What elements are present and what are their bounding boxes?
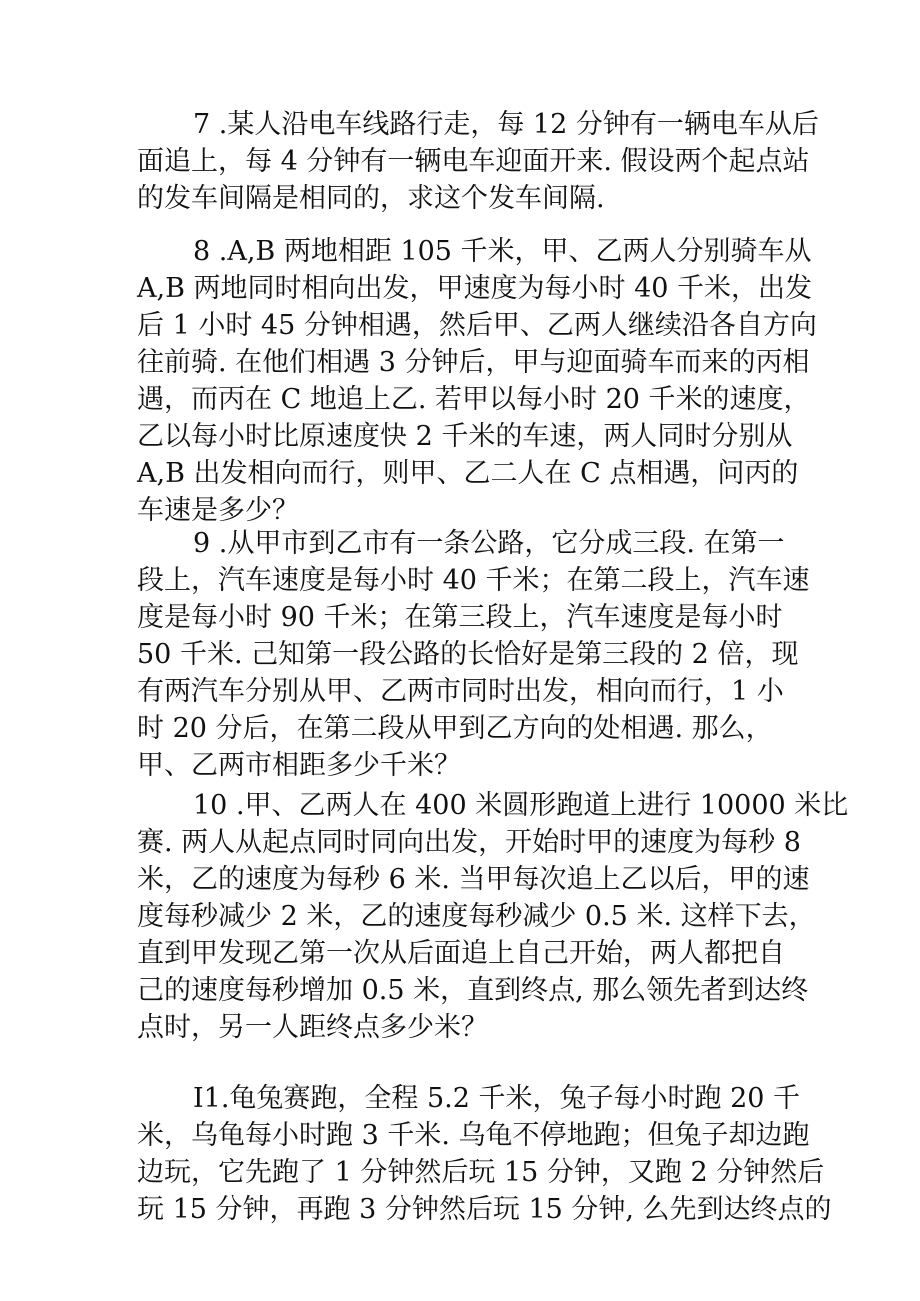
- problem-10-line: 点时，另一人距终点多少米？: [137, 1012, 488, 1043]
- problem-9-line: 段上，汽车速度是每小时 40 千米；在第二段上，汽车速: [137, 565, 810, 596]
- problem-11-line: I1.龟兔赛跑，全程 5.2 千米，兔子每小时跑 20 千: [193, 1083, 801, 1114]
- problem-9-line: 50 千米. 己知第一段公路的长恰好是第三段的 2 倍，现: [137, 639, 799, 670]
- problem-9: [137, 525, 810, 784]
- problem-8-line: 往前骑. 在他们相遇 3 分钟后，甲与迎面骑车而来的丙相: [137, 347, 810, 378]
- problem-10-line: 赛. 两人从起点同时同向出发，开始时甲的速度为每秒 8: [137, 827, 801, 858]
- problem-11-line: 玩 15 分钟，再跑 3 分钟然后玩 15 分钟, 么先到达终点的: [137, 1194, 832, 1225]
- problem-8-line: A,B 两地同时相向出发，甲速度为每小时 40 千米，出发: [137, 273, 813, 304]
- problem-9-line: 甲、乙两市相距多少千米？: [137, 750, 461, 781]
- problem-9-line: 有两汽车分别从甲、乙两市同时出发，相向而行，1 小: [137, 676, 784, 707]
- problem-9-line: 9 .从甲市到乙市有一条公路，它分成三段. 在第一: [193, 528, 785, 559]
- problem-8-line: 8 .A,B 两地相距 105 千米，甲、乙两人分别骑车从: [193, 236, 812, 267]
- problem-9-line: 度是每小时 90 千米；在第三段上，汽车速度是每小时: [137, 602, 783, 633]
- problem-10-line: 度每秒减少 2 米，乙的速度每秒减少 0.5 米. 这样下去，: [137, 901, 816, 932]
- problem-8-line: 后 1 小时 45 分钟相遇，然后甲、乙两人继续沿各自方向: [137, 310, 817, 341]
- problem-10-line: 直到甲发现乙第一次从后面追上自己开始，两人都把自: [137, 938, 785, 969]
- problem-8: [137, 233, 817, 529]
- problem-8-line: 车速是多少？: [137, 495, 299, 526]
- problem-10-line: 米，乙的速度为每秒 6 米. 当甲每次追上乙以后，甲的速: [137, 864, 810, 895]
- problem-7: [137, 106, 819, 217]
- problem-9-line: 时 20 分后，在第二段从甲到乙方向的处相遇. 那么，: [137, 713, 773, 744]
- problem-7-line: 的发车间隔是相同的，求这个发车间隔.: [137, 183, 605, 214]
- problem-10-line: 10 .甲、乙两人在 400 米圆形跑道上进行 10000 米比: [193, 790, 849, 821]
- problem-7-line: 面追上，每 4 分钟有一辆电车迎面开来. 假设两个起点站: [137, 146, 810, 177]
- problem-11-line: 边玩，它先跑了 1 分钟然后玩 15 分钟，又跑 2 分钟然后: [137, 1157, 825, 1188]
- problem-10-line: 己的速度每秒增加 0.5 米，直到终点, 那么领先者到达终: [137, 975, 809, 1006]
- problem-7-line: 7 .某人沿电车线路行走，每 12 分钟有一辆电车从后: [193, 109, 819, 140]
- problem-10: [137, 787, 849, 1046]
- problem-8-line: 乙以每小时比原速度快 2 千米的车速，两人同时分别从: [137, 421, 793, 452]
- problem-8-line: A,B 出发相向而行，则甲、乙二人在 C 点相遇，问丙的: [137, 458, 799, 489]
- problem-11: [137, 1080, 832, 1228]
- problem-8-line: 遇，而丙在 C 地追上乙. 若甲以每小时 20 千米的速度，: [137, 384, 811, 415]
- problem-11-line: 米，乌龟每小时跑 3 千米. 乌龟不停地跑；但兔子却边跑: [137, 1120, 810, 1151]
